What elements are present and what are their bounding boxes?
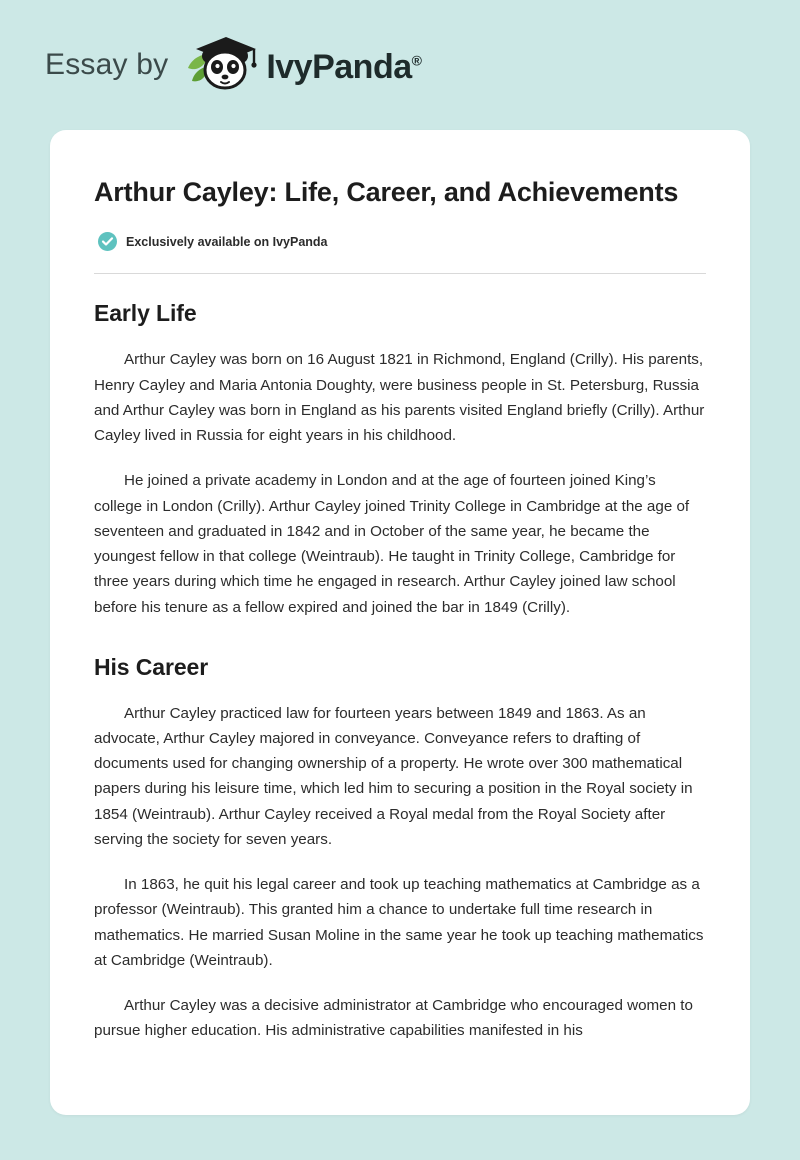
- exclusive-badge: [98, 232, 706, 251]
- page-title: Arthur Cayley: Life, Career, and Achievements: [94, 177, 679, 207]
- brand-name: [266, 50, 421, 84]
- paragraph: In 1863, he quit his legal career and took up teaching mathematics at Cambridge as a professor (Weintraub). This granted him a chance to undertake full time research in mathematics. He married Susan Moline in the same year he took up teaching mathematics at Cambridge (Weintraub).: [94, 876, 704, 969]
- brand-name-text: IvyPanda: [266, 48, 412, 86]
- document-card: [50, 130, 750, 1115]
- paragraph: Arthur Cayley practiced law for fourteen years between 1849 and 1863. As an advocate, Arthur Cayley majored in conveyance. Conveyance refers to drafting of documents used for changing ownership of a property. He wrote over 300 mathematical papers during his leisure time, which led him to securing a position in the Royal society in 1854 (Weintraub). Arthur Cayley received a Royal medal from the Royal Society after serving the society for seven years.: [94, 704, 693, 848]
- section-heading-early-life: Early Life: [94, 300, 197, 327]
- essay-by-label: Essay by: [45, 48, 169, 81]
- paragraph: Arthur Cayley was a decisive administrator at Cambridge who encouraged women to pursue higher education. His administrative capabilities manifested in his: [94, 997, 693, 1040]
- section-heading-his-career: His Career: [94, 653, 209, 680]
- title-divider: [94, 273, 706, 274]
- paragraph: Arthur Cayley was born on 16 August 1821 in Richmond, England (Crilly). His parents, Henry Cayley and Maria Antonia Doughty, were business people in St. Petersburg, Russia and Arthur Cayley was born in England as his parents visited England briefly (Crilly). Arthur Cayley lived in Russia for eight years in his childhood.: [94, 351, 705, 445]
- registered-mark: ®: [411, 52, 422, 69]
- check-circle-icon: [98, 232, 117, 251]
- paragraph: He joined a private academy in London and at the age of fourteen joined King’s college in London (Crilly). Arthur Cayley joined Trinity College in Cambridge at the age of seventeen and graduated in 1842 and in October of the same year, he became the youngest fellow in that college (Weintraub). He taught in Trinity College, Cambridge for three years during which time he engaged in research. Arthur Cayley joined law school before his tenure as a fellow expired and joined the bar in 1849 (Crilly).: [94, 472, 690, 616]
- brand-header: [0, 0, 800, 92]
- panda-graduate-icon: [182, 34, 260, 96]
- exclusive-badge-label: Exclusively available on IvyPanda: [126, 234, 328, 249]
- ivypanda-logo[interactable]: [182, 34, 421, 96]
